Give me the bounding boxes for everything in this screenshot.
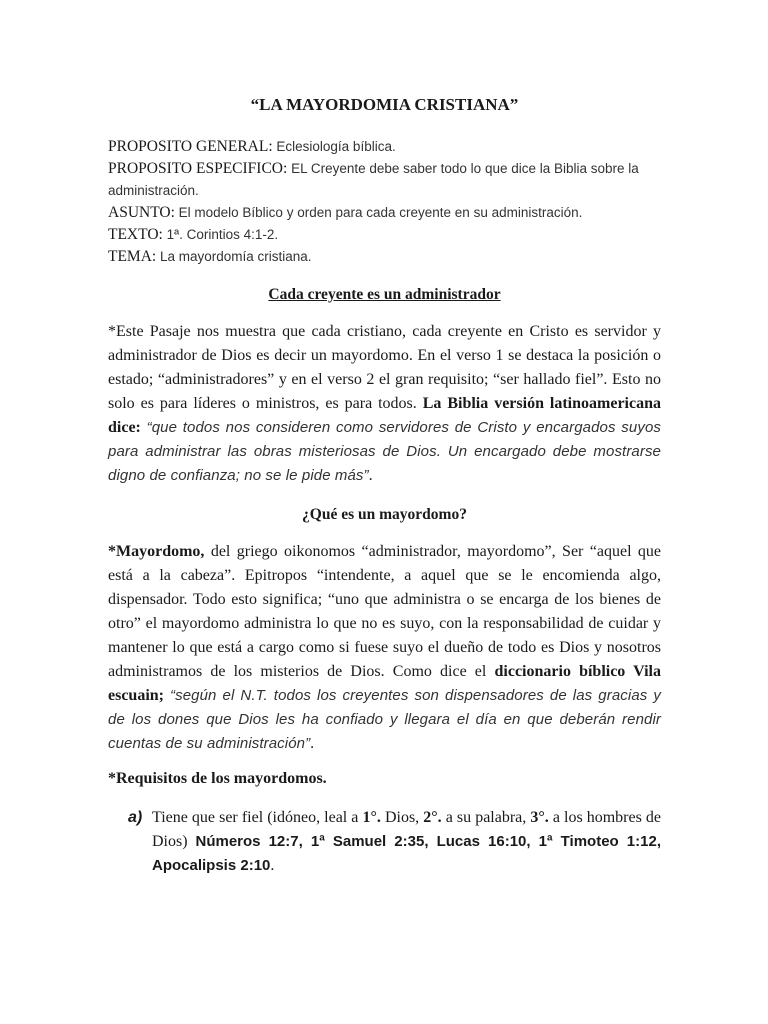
requisito-item — [128, 806, 661, 878]
meta-value: 1ª. Corintios 4:1-2. — [162, 227, 279, 242]
requisito-text-part: a su palabra, — [441, 809, 531, 826]
requisito-text — [152, 806, 661, 878]
meta-value: El modelo Bíblico y orden para cada creyente en su administración. — [174, 205, 583, 220]
paragraph-text: del griego oikonomos “administrador, mayordomo”, Ser “aquel que está a la cabeza”. Epitropos “intendente, a aquel que se le encomienda algo, dispensador. Todo esto significa; “uno que administra o se encarga de los bienes de otro” el mayordomo administra lo que no es suyo, con la responsabilidad de cuidar y mantener lo que está a cargo como si fuese suyo el dueño de todo es Dios y nosotros administramos de los misterios de Dios. Como dice el — [108, 543, 661, 680]
paragraph-text: *Este Pasaje nos muestra que cada cristiano, cada creyente en Cristo es servidor y administrador de Dios es decir un mayordomo. En el verso 1 se destaca la posición o estado; “administradores” y en el verso 2 el gran requisito; “ser hallado fiel”. Esto no solo es para líderes o ministros, es para todos. — [108, 323, 661, 412]
meta-value: Eclesiología bíblica. — [272, 139, 396, 154]
requisito-references: Números 12:7, 1ª Samuel 2:35, Lucas 16:10, 1ª Timoteo 1:12, Apocalipsis 2:10 — [152, 833, 661, 874]
paragraph-end: . — [368, 467, 373, 484]
requisito-text-part: Dios, — [380, 809, 424, 826]
requisito-text-part: Tiene que ser fiel (idóneo, leal a — [152, 809, 363, 826]
paragraph-end: . — [310, 735, 315, 752]
document-title: “LA MAYORDOMIA CRISTIANA” — [250, 95, 519, 114]
meta-value: La mayordomía cristiana. — [156, 249, 312, 264]
requisito-end: . — [270, 857, 275, 874]
meta-tema — [108, 246, 661, 268]
meta-label: PROPOSITO ESPECIFICO: — [108, 160, 288, 177]
requisito-ordinal: 1°. — [362, 809, 381, 826]
meta-proposito-especifico — [108, 158, 661, 202]
section-heading-mayordomo: ¿Qué es un mayordomo? — [302, 506, 467, 523]
list-marker: a) — [128, 809, 143, 826]
meta-label: TEXTO: — [108, 226, 163, 243]
paragraph-mayordomo — [108, 540, 661, 756]
meta-proposito-general — [108, 136, 661, 158]
meta-label: TEMA: — [108, 248, 157, 265]
document-page — [108, 94, 661, 878]
requisito-ordinal: 2°. — [423, 809, 442, 826]
paragraph-bold-source: diccionario bíblico Vila escuain; — [108, 663, 662, 704]
section-heading-administrador: Cada creyente es un administrador — [268, 286, 501, 303]
requisito-text-part: a los hombres de Dios) — [152, 809, 662, 850]
paragraph-quote: “que todos nos consideren como servidores de Cristo y encargados suyos para administrar las obras misteriosas de Dios. Un encargado debe mostrarse digno de confianza; no se le pide más” — [108, 419, 661, 484]
meta-label: ASUNTO: — [108, 204, 175, 221]
paragraph-bold-source: La Biblia versión latinoamericana dice: — [108, 395, 661, 436]
meta-block — [108, 136, 661, 268]
paragraph-bold-term: *Mayordomo, — [108, 543, 205, 560]
meta-asunto — [108, 202, 661, 224]
paragraph-pasaje — [108, 320, 661, 488]
meta-label: PROPOSITO GENERAL: — [108, 138, 273, 155]
meta-value: EL Creyente debe saber todo lo que dice la Biblia sobre la administración. — [108, 161, 639, 198]
paragraph-quote: “según el N.T. todos los creyentes son dispensadores de las gracias y de los dones que Dios les ha confiado y llegara el día en que deberán rendir cuentas de su administración” — [108, 687, 661, 752]
meta-texto — [108, 224, 661, 246]
requisito-ordinal: 3°. — [530, 809, 549, 826]
requisitos-heading: *Requisitos de los mayordomos. — [108, 770, 327, 787]
